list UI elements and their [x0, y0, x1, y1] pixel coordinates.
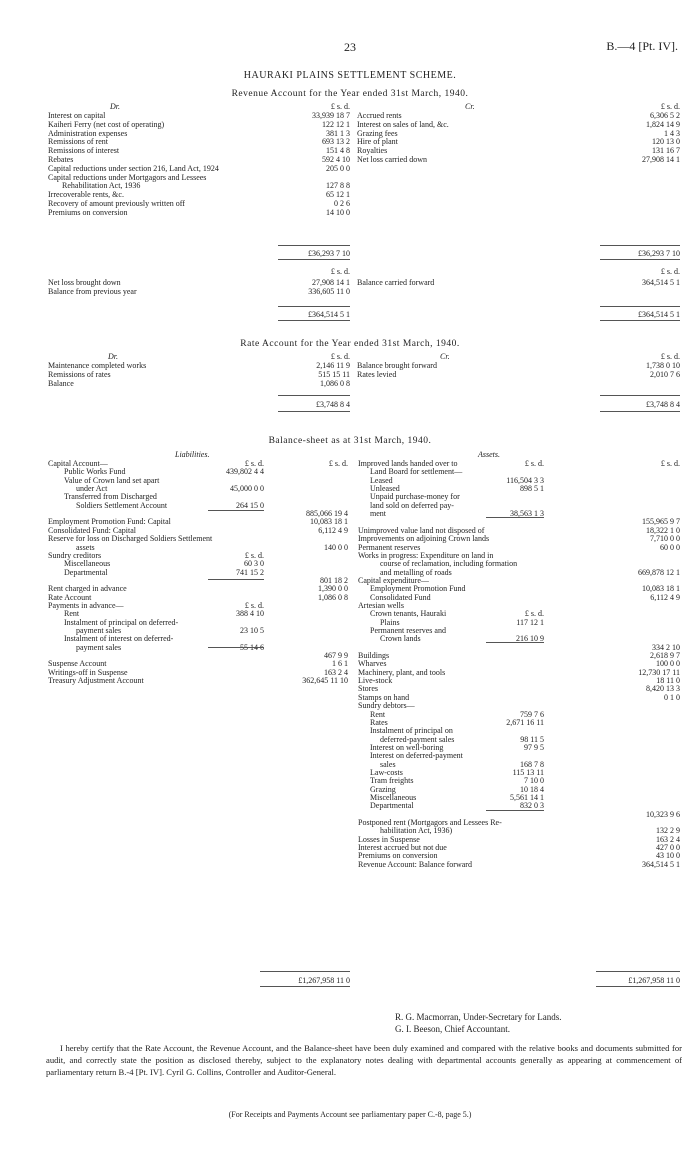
revenue-debit-label: Administration expenses — [48, 128, 128, 138]
asset-sub-amount: 168 7 8 — [520, 759, 544, 769]
liability-amount: 1,390 0 0 — [318, 584, 348, 594]
dr-label: Dr. — [110, 102, 121, 111]
rule — [600, 245, 680, 246]
asset-amount: 100 0 0 — [656, 659, 680, 669]
total-rule — [260, 986, 350, 987]
scheme-title: HAURAKI PLAINS SETTLEMENT SCHEME. — [243, 70, 457, 81]
asset-label: Rates — [370, 717, 388, 727]
rule — [600, 395, 680, 396]
asset-sub-amount: 115 13 11 — [512, 767, 544, 777]
liability-amount: 362,645 11 10 — [302, 676, 348, 686]
liability-label: Instalment of interest on deferred- — [64, 634, 174, 644]
liability-label: Sundry creditors — [48, 550, 102, 560]
asset-label: Revenue Account: Balance forward — [358, 859, 472, 869]
revenue-debit-amount: 336,605 11 0 — [308, 286, 350, 296]
liability-amount: £ s. d. — [328, 459, 348, 468]
revenue-debit-amount: 592 4 10 — [322, 155, 350, 164]
liability-amount: 885,066 19 4 — [306, 509, 348, 519]
liability-amount: 163 2 4 — [324, 667, 348, 677]
revenue-debit-label: Premiums on conversion — [48, 207, 128, 217]
liability-label: Transferred from Discharged — [64, 492, 157, 502]
liability-sub-amount: 439,802 4 4 — [226, 467, 264, 477]
asset-amount: 0 1 0 — [664, 692, 680, 702]
asset-label: Wharves — [358, 659, 387, 669]
liability-sub-amount: 60 3 0 — [244, 559, 264, 569]
revenue-debit-amount: 205 0 0 — [326, 163, 350, 173]
asset-label: Buildings — [358, 651, 390, 661]
money-head-left: £ s. d. — [330, 352, 350, 361]
page-number: 23 — [344, 40, 356, 54]
asset-label: Unpaid purchase-money for — [370, 492, 460, 502]
asset-sub-amount: 10 18 4 — [520, 784, 544, 794]
asset-label: Improved lands handed over to — [358, 459, 458, 468]
asset-label: Departmental — [370, 801, 414, 811]
liability-label: Rent — [64, 609, 80, 619]
liability-label: Employment Promotion Fund: Capital — [48, 517, 171, 527]
revenue-debit-amount: 122 12 1 — [322, 119, 350, 129]
revenue-title: Revenue Account for the Year ended 31st March, 1940. — [231, 89, 469, 99]
revenue-credit-amount: 6,306 5 2 — [650, 111, 680, 120]
liability-label: Treasury Adjustment Account — [48, 676, 144, 686]
asset-amount: 12,730 17 11 — [638, 667, 680, 677]
revenue-debit-label: Net loss brought down — [48, 278, 121, 287]
asset-label: Improvements on adjoining Crown lands — [358, 534, 490, 544]
asset-label: Machinery, plant, and tools — [358, 667, 446, 677]
rate-debit-amount: 515 15 11 — [318, 369, 350, 379]
asset-amount: 8,420 13 3 — [646, 684, 680, 694]
balance-title: Balance-sheet as at 31st March, 1940. — [268, 436, 432, 446]
asset-label: deferred-payment sales — [380, 734, 455, 744]
revenue-credit-label: Royalties — [357, 146, 388, 156]
liability-sub-amount: £ s. d. — [244, 550, 264, 560]
subtotal-rule — [208, 579, 264, 580]
revenue-credit-label: Balance carried forward — [357, 278, 435, 287]
total-rule — [596, 986, 680, 987]
liability-amount: 467 9 9 — [324, 651, 348, 661]
liability-sub-amount: 741 15 2 — [236, 567, 264, 577]
liability-sub-amount: 264 15 0 — [236, 500, 264, 510]
rate-debit-amount: 1,086 0 8 — [320, 378, 350, 388]
asset-label: Losses in Suspense — [358, 834, 420, 844]
liability-sub-amount: £ s. d. — [244, 459, 264, 468]
asset-sub-amount: 38,563 1 3 — [510, 509, 544, 519]
asset-label: Rent — [370, 709, 386, 719]
money-head-left: £ s. d. — [330, 102, 350, 111]
liability-sub-amount: 23 10 5 — [240, 626, 264, 635]
asset-label: Land Board for settlement— — [370, 467, 463, 477]
rate-total-right: £3,748 8 4 — [646, 400, 680, 409]
revenue-total-left-2: £364,514 5 1 — [308, 310, 350, 319]
liability-amount: 1,086 0 8 — [318, 592, 348, 602]
liability-amount: 140 0 0 — [324, 542, 348, 552]
rule — [600, 259, 680, 260]
assets-heading: Assets. — [478, 450, 500, 459]
asset-amount: 364,514 5 1 — [642, 859, 680, 869]
revenue-debit-amount: 0 2 6 — [334, 199, 350, 208]
subtotal-rule — [208, 647, 264, 648]
liability-label: Consolidated Fund: Capital — [48, 525, 136, 535]
asset-label: land sold on deferred pay- — [370, 500, 454, 510]
liability-amount: 1 6 1 — [332, 659, 348, 669]
rate-credit-amount: 2,010 7 6 — [650, 369, 680, 379]
asset-label: Grazing — [370, 784, 396, 794]
asset-label: Stamps on hand — [358, 692, 410, 702]
rate-debit-label: Maintenance completed works — [48, 361, 147, 370]
liability-label: payment sales — [76, 642, 122, 652]
liability-label: under Act — [76, 484, 108, 494]
asset-label: Consolidated Fund — [370, 592, 431, 602]
liability-label: Writings-off in Suspense — [48, 667, 128, 677]
money-head-right-2: £ s. d. — [660, 267, 680, 276]
rate-title: Rate Account for the Year ended 31st March, 1940. — [240, 339, 460, 349]
rate-total-left: £3,748 8 4 — [316, 400, 350, 409]
signature-1: R. G. Macmorran, Under-Secretary for Lands. — [395, 1012, 562, 1022]
asset-label: Tram freights — [370, 776, 414, 786]
asset-label: sales — [380, 759, 396, 769]
liability-sub-amount: £ s. d. — [244, 600, 264, 610]
asset-label: Capital expenditure— — [358, 575, 429, 585]
rate-credit-label: Rates levied — [357, 369, 397, 379]
asset-amount: 669,878 12 1 — [638, 567, 680, 577]
asset-label: Premiums on conversion — [358, 851, 438, 861]
revenue-debit-amount: 381 1 3 — [326, 128, 350, 138]
revenue-debit-label: Kaiheri Ferry (net cost of operating) — [48, 119, 165, 129]
asset-amount: 334 2 10 — [652, 642, 680, 652]
money-head-left-2: £ s. d. — [330, 267, 350, 276]
asset-amount: 10,323 9 6 — [646, 809, 680, 819]
revenue-credit-label: Accrued rents — [357, 111, 402, 120]
revenue-credit-amount: 120 13 0 — [652, 137, 680, 147]
liability-sub-amount: 388 4 10 — [236, 609, 264, 619]
cr-label: Cr. — [440, 352, 450, 361]
asset-label: Leased — [370, 475, 393, 485]
liability-label: Rent charged in advance — [48, 584, 127, 594]
asset-sub-amount: £ s. d. — [524, 609, 544, 619]
rule — [278, 411, 350, 412]
money-head-right: £ s. d. — [660, 352, 680, 361]
revenue-debit-amount: 27,908 14 1 — [312, 278, 350, 287]
revenue-debit-label: Interest on capital — [48, 111, 106, 120]
liability-label: Soldiers Settlement Account — [76, 500, 168, 510]
total-rule — [260, 971, 350, 972]
revenue-credit-amount: 364,514 5 1 — [642, 278, 680, 287]
asset-amount: 6,112 4 9 — [650, 592, 680, 602]
rule — [600, 306, 680, 307]
asset-label: Postponed rent (Mortgagors and Lessees Re- — [358, 818, 502, 828]
asset-sub-amount: 7 10 0 — [524, 776, 544, 786]
liability-label: Payments in advance— — [48, 600, 124, 610]
liability-label: Capital Account— — [48, 459, 108, 468]
rate-credit-label: Balance brought forward — [357, 361, 437, 370]
asset-sub-amount: 898 5 1 — [520, 484, 544, 494]
revenue-total-right: £36,293 7 10 — [638, 249, 680, 258]
revenue-debit-label: Rebates — [48, 155, 74, 164]
rule — [600, 320, 680, 321]
total-rule — [596, 971, 680, 972]
rate-credit-amount: 1,738 0 10 — [646, 361, 680, 370]
asset-label: Interest accrued but not due — [358, 843, 447, 853]
asset-label: Artesian wells — [358, 600, 404, 610]
asset-amount: 155,965 9 7 — [642, 517, 680, 527]
liability-label: Public Works Fund — [64, 467, 126, 477]
revenue-debit-label: Capital reductions under Mortgagors and Lessees — [48, 172, 207, 182]
asset-label: Permanent reserves and — [370, 626, 446, 635]
rule — [278, 395, 350, 396]
rate-debit-label: Balance — [48, 378, 74, 388]
revenue-debit-label: Rehabilitation Act, 1936 — [62, 181, 141, 191]
asset-label: Unimproved value land not disposed of — [358, 525, 485, 535]
revenue-credit-label: Hire of plant — [357, 137, 398, 147]
footnote: (For Receipts and Payments Account see parliamentary paper C.-8, page 5.) — [228, 1110, 472, 1119]
revenue-credit-amount: 131 16 7 — [652, 146, 680, 156]
revenue-credit-label: Net loss carried down — [357, 155, 427, 164]
asset-label: Unleased — [370, 484, 400, 494]
asset-label: Plains — [380, 617, 400, 627]
asset-label: Employment Promotion Fund — [370, 584, 466, 594]
rate-debit-amount: 2,146 11 9 — [316, 361, 350, 370]
revenue-credit-label: Grazing fees — [357, 128, 398, 138]
liability-label: Value of Crown land set apart — [64, 475, 160, 485]
dr-label: Dr. — [108, 352, 119, 361]
asset-sub-amount: 97 9 5 — [524, 742, 544, 752]
asset-label: Crown lands — [380, 634, 421, 644]
liabilities-total: £1,267,958 11 0 — [298, 976, 350, 985]
liability-amount: 6,112 4 9 — [318, 525, 348, 535]
asset-sub-amount: 2,671 16 11 — [506, 717, 544, 727]
subtotal-rule — [486, 810, 544, 811]
rate-debit-label: Remissions of rates — [48, 369, 111, 379]
asset-sub-amount: 832 0 3 — [520, 801, 544, 811]
asset-amount: 43 10 0 — [656, 851, 680, 861]
liability-sub-amount: 55 14 6 — [240, 642, 264, 652]
asset-amount: 18,322 1 0 — [646, 525, 680, 535]
asset-sub-amount: 116,504 3 3 — [506, 475, 544, 485]
subtotal-rule — [486, 517, 544, 518]
revenue-debit-amount: 127 8 8 — [326, 181, 350, 191]
revenue-debit-amount: 33,939 18 7 — [312, 111, 350, 120]
liability-label: Instalment of principal on deferred- — [64, 617, 179, 627]
liability-label: Suspense Account — [48, 659, 107, 669]
liability-label: assets — [76, 542, 95, 552]
revenue-debit-label: Remissions of interest — [48, 146, 120, 156]
revenue-debit-amount: 14 10 0 — [326, 207, 350, 217]
revenue-credit-amount: 1,824 14 9 — [646, 119, 680, 129]
liabilities-heading: Liabilities. — [175, 450, 210, 459]
asset-amount: 60 0 0 — [660, 542, 680, 552]
asset-label: Interest on deferred-payment — [370, 751, 463, 761]
revenue-debit-label: Recovery of amount previously written off — [48, 199, 185, 208]
asset-sub-amount: £ s. d. — [524, 459, 544, 468]
asset-sub-amount: 5,561 14 1 — [510, 793, 544, 802]
revenue-debit-amount: 151 4 8 — [326, 146, 350, 156]
rule — [278, 245, 350, 246]
liability-amount: 10,083 18 1 — [310, 517, 348, 527]
revenue-credit-amount: 1 4 3 — [664, 128, 680, 138]
asset-sub-amount: 117 12 1 — [516, 617, 544, 627]
rule — [278, 259, 350, 260]
asset-label: Instalment of principal on — [370, 726, 453, 736]
asset-label: Live-stock — [358, 676, 393, 686]
asset-amount: 427 0 0 — [656, 843, 680, 853]
rule — [278, 306, 350, 307]
liability-sub-amount: 45,000 0 0 — [230, 484, 264, 494]
liability-label: Rate Account — [48, 592, 92, 602]
cr-label: Cr. — [465, 102, 475, 111]
liability-label: Miscellaneous — [64, 559, 111, 569]
revenue-debit-label: Capital reductions under section 216, Land Act, 1924 — [48, 163, 219, 173]
asset-label: habilitation Act, 1936) — [380, 826, 453, 836]
assets-total: £1,267,958 11 0 — [628, 976, 680, 985]
revenue-debit-amount: 65 12 1 — [326, 190, 350, 200]
asset-amount: 18 11 0 — [656, 676, 680, 686]
asset-label: Permanent reserves — [358, 542, 421, 552]
asset-label: Law-costs — [370, 767, 403, 777]
asset-label: Interest on well-boring — [370, 742, 444, 752]
asset-label: and metalling of roads — [380, 567, 452, 577]
asset-amount: 10,083 18 1 — [642, 584, 680, 594]
asset-label: Works in progress: Expenditure on land in — [358, 550, 494, 560]
revenue-debit-label: Irrecoverable rents, &c. — [48, 190, 124, 200]
asset-amount: 2,618 9 7 — [650, 651, 680, 661]
liability-label: Departmental — [64, 567, 108, 577]
asset-sub-amount: 216 10 9 — [516, 634, 544, 644]
subtotal-rule — [208, 510, 264, 511]
revenue-debit-amount: 693 13 2 — [322, 137, 350, 147]
money-head-right: £ s. d. — [660, 102, 680, 111]
asset-label: course of reclamation, including formation — [380, 559, 518, 569]
asset-label: Crown tenants, Hauraki — [370, 609, 447, 619]
asset-amount: 7,710 0 0 — [650, 534, 680, 544]
asset-amount: 163 2 4 — [656, 834, 680, 844]
auditor-certificate: I hereby certify that the Rate Account, the Revenue Account, and the Balance-sheet have been duly examined and compared with the relative books and documents submitted for audit, and correctly state the position as disclosed thereby, subject to the explanatory notes dealing with departmental accounts generally as appearing at commencement of parliamentary return B.-4 [Pt. IV]. Cyril G. Collins, Controller and Auditor-General. — [46, 1043, 682, 1077]
asset-label: Miscellaneous — [370, 793, 417, 802]
rule — [278, 320, 350, 321]
revenue-credit-label: Interest on sales of land, &c. — [357, 119, 449, 129]
asset-amount: £ s. d. — [660, 459, 680, 468]
asset-label: Sundry debtors— — [358, 701, 415, 711]
asset-sub-amount: 98 11 5 — [520, 734, 544, 744]
revenue-debit-label: Remissions of rent — [48, 137, 108, 147]
asset-label: Stores — [358, 684, 378, 694]
liability-label: Reserve for loss on Discharged Soldiers Settlement — [48, 534, 213, 544]
revenue-credit-amount: 27,908 14 1 — [642, 155, 680, 164]
asset-amount: 132 2 9 — [656, 826, 680, 836]
asset-label: ment — [370, 509, 386, 519]
subtotal-rule — [486, 642, 544, 643]
revenue-debit-label: Balance from previous year — [48, 286, 137, 296]
liability-amount: 801 18 2 — [320, 575, 348, 585]
revenue-total-right-2: £364,514 5 1 — [638, 310, 680, 319]
revenue-total-left: £36,293 7 10 — [308, 249, 350, 258]
rule — [600, 411, 680, 412]
asset-sub-amount: 759 7 6 — [520, 709, 544, 719]
liability-label: payment sales — [76, 626, 122, 635]
page-reference: B.—4 [Pt. IV]. — [606, 39, 678, 53]
signature-2: G. I. Beeson, Chief Accountant. — [395, 1024, 510, 1034]
